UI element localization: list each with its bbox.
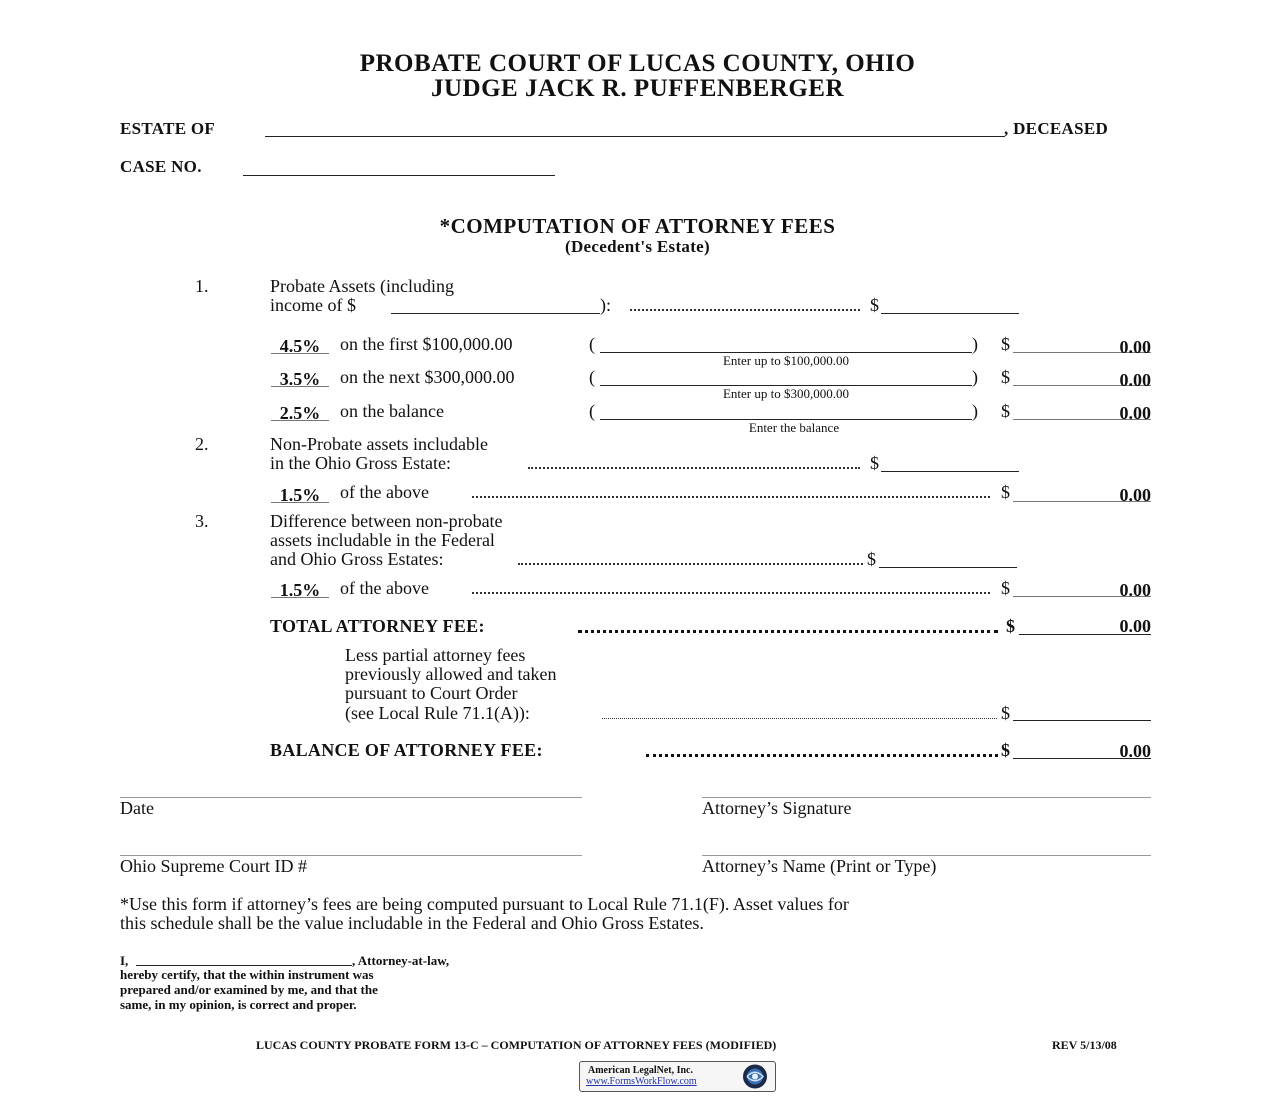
item3-fee-dollar: $	[1001, 578, 1010, 598]
logo-company-name: American LegalNet, Inc.	[588, 1065, 693, 1076]
less-line2: previously allowed and taken	[345, 664, 557, 684]
note-line2: this schedule shall be the value includable in the Federal and Ohio Gross Estates.	[120, 913, 704, 933]
item2-percent-underline	[271, 502, 329, 503]
rate2-text: on the next $300,000.00	[340, 367, 515, 387]
rate2-percent-underline	[271, 386, 329, 387]
signature-label: Attorney’s Signature	[702, 798, 852, 818]
rate1-paren-open: (	[589, 334, 595, 354]
item1-income-label: income of $	[270, 295, 356, 315]
rate3-paren-open: (	[589, 401, 595, 421]
rate1-paren-close: )	[972, 334, 978, 354]
rate3-amount: 0.00	[1119, 403, 1151, 423]
item1-dollar: $	[870, 295, 879, 315]
income-field[interactable]	[391, 313, 600, 314]
form-title: *COMPUTATION OF ATTORNEY FEES	[439, 214, 836, 238]
rate2-dollar: $	[1001, 367, 1010, 387]
item1-number: 1.	[195, 276, 209, 296]
deceased-label: , DECEASED	[1004, 119, 1109, 138]
item2-percent: 1.5%	[279, 485, 321, 505]
rate2-amount: 0.00	[1119, 370, 1151, 390]
total-dollar: $	[1006, 616, 1016, 636]
total-label: TOTAL ATTORNEY FEE:	[270, 616, 485, 636]
item1-income-close: ):	[600, 295, 611, 315]
rate1-text: on the first $100,000.00	[340, 334, 513, 354]
item2-line1: Non-Probate assets includable	[270, 434, 488, 454]
item3-leader-2	[472, 592, 990, 594]
supreme-court-id-label: Ohio Supreme Court ID #	[120, 856, 307, 876]
item3-line2: assets includable in the Federal	[270, 530, 495, 550]
date-label: Date	[120, 798, 154, 818]
non-probate-assets-field[interactable]	[881, 471, 1019, 472]
cert-start: I,	[120, 953, 129, 968]
item3-line1: Difference between non-probate	[270, 511, 503, 531]
item3-number: 3.	[195, 511, 209, 531]
rate3-percent: 2.5%	[279, 403, 321, 423]
item3-dollar: $	[867, 549, 876, 569]
rate3-dollar: $	[1001, 401, 1010, 421]
cert-line4: same, in my opinion, is correct and proper.	[120, 997, 357, 1012]
judge-name: JUDGE JACK R. PUFFENBERGER	[430, 75, 844, 102]
item2-amount: 0.00	[1119, 485, 1151, 505]
balance-dollar: $	[1001, 740, 1011, 760]
item3-percent-underline	[271, 597, 329, 598]
footer-revision: REV 5/13/08	[1052, 1038, 1117, 1052]
rate3-paren-close: )	[972, 401, 978, 421]
item3-line3: and Ohio Gross Estates:	[270, 549, 444, 569]
item2-number: 2.	[195, 434, 209, 454]
attorney-name-label: Attorney’s Name (Print or Type)	[702, 856, 937, 876]
item3-of-above: of the above	[340, 578, 429, 598]
rate3-text: on the balance	[340, 401, 444, 421]
rate2-paren-close: )	[972, 367, 978, 387]
total-leader	[578, 630, 998, 633]
footer-form-title: LUCAS COUNTY PROBATE FORM 13-C – COMPUTATION OF ATTORNEY FEES (MODIFIED)	[256, 1038, 777, 1052]
less-line3: pursuant to Court Order	[345, 683, 518, 703]
item1-leader	[630, 309, 860, 311]
balance-label: BALANCE OF ATTORNEY FEE:	[270, 740, 543, 760]
less-line4: (see Local Rule 71.1(A)):	[345, 703, 530, 723]
rate2-hint: Enter up to $300,000.00	[722, 386, 849, 401]
rate3-percent-underline	[271, 420, 329, 421]
less-dollar: $	[1001, 703, 1010, 723]
case-label: CASE NO.	[120, 157, 202, 176]
balance-leader	[646, 754, 998, 757]
rate1-amount: 0.00	[1119, 337, 1151, 357]
difference-assets-field[interactable]	[879, 567, 1017, 568]
rate1-percent-underline	[271, 353, 329, 354]
rate2-paren-open: (	[589, 367, 595, 387]
cert-line3: prepared and/or examined by me, and that the	[120, 982, 378, 997]
total-amount: 0.00	[1119, 616, 1151, 636]
date-line[interactable]	[120, 797, 582, 798]
less-line1: Less partial attorney fees	[345, 645, 526, 665]
partial-fees-field[interactable]	[1013, 720, 1151, 721]
cert-line2: hereby certify, that the within instrument was	[120, 967, 374, 982]
item1-line1: Probate Assets (including	[270, 276, 454, 296]
logo-globe-icon	[738, 1063, 772, 1090]
estate-label: ESTATE OF	[120, 119, 216, 138]
rate1-percent: 4.5%	[279, 336, 321, 356]
probate-assets-field[interactable]	[881, 313, 1019, 314]
rate2-percent: 3.5%	[279, 369, 321, 389]
rate1-hint: Enter up to $100,000.00	[722, 353, 849, 368]
cert-rest: , Attorney-at-law,	[352, 953, 450, 968]
note-line1: *Use this form if attorney’s fees are being computed pursuant to Local Rule 71.1(F). Asset values for	[120, 894, 849, 914]
item2-fee-dollar: $	[1001, 482, 1010, 502]
logo-url[interactable]: www.FormsWorkFlow.com	[586, 1076, 697, 1087]
case-number-field[interactable]	[243, 175, 555, 176]
less-leader	[602, 718, 997, 719]
item2-dollar: $	[870, 453, 879, 473]
item3-percent: 1.5%	[279, 580, 321, 600]
item2-leader	[528, 467, 860, 469]
item3-amount: 0.00	[1119, 580, 1151, 600]
court-title: PROBATE COURT OF LUCAS COUNTY, OHIO	[359, 50, 916, 77]
item3-leader	[518, 563, 863, 565]
form-subtitle: (Decedent's Estate)	[565, 237, 710, 256]
certifying-attorney-field[interactable]	[136, 965, 352, 966]
estate-name-field[interactable]	[265, 136, 1005, 137]
item2-line2: in the Ohio Gross Estate:	[270, 453, 451, 473]
item2-leader-2	[472, 496, 990, 498]
balance-amount: 0.00	[1119, 741, 1151, 761]
american-legalnet-logo[interactable]	[579, 1061, 776, 1092]
rate1-dollar: $	[1001, 334, 1010, 354]
rate3-hint: Enter the balance	[748, 420, 840, 435]
item2-of-above: of the above	[340, 482, 429, 502]
